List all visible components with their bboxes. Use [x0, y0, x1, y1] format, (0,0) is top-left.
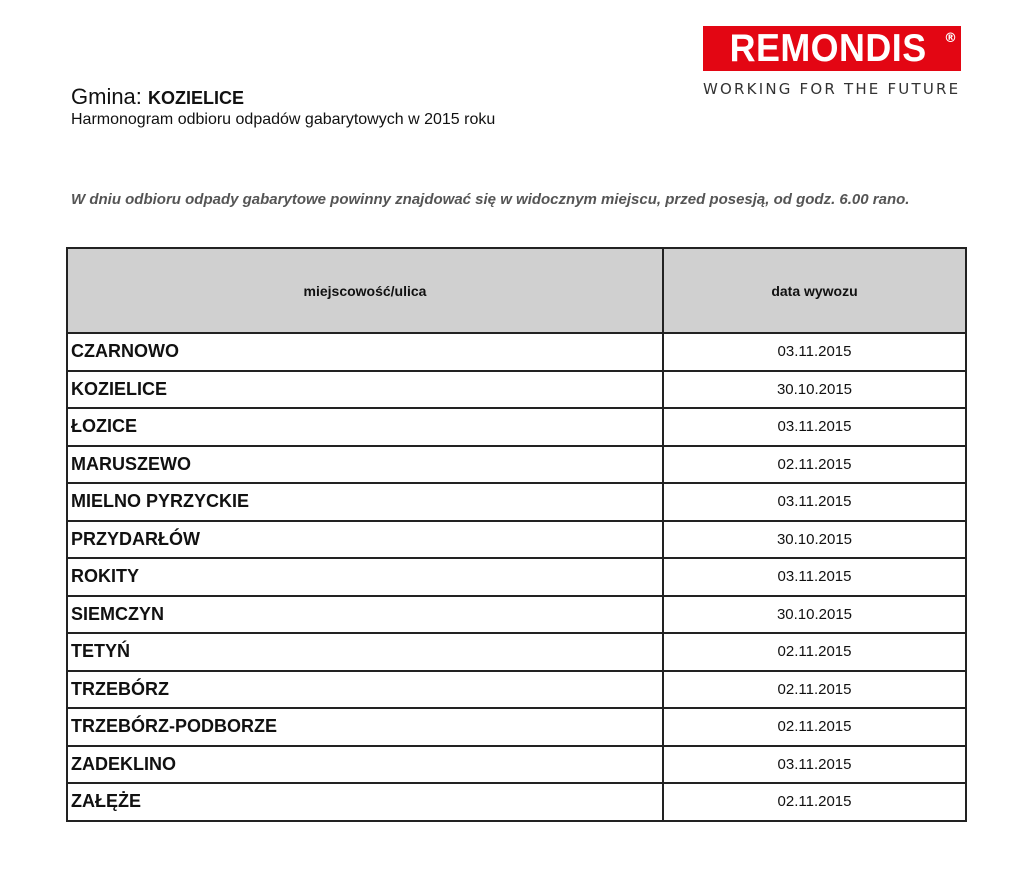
- table-row: [67, 521, 966, 559]
- table-row: [67, 671, 966, 709]
- place-cell: CZARNOWO: [67, 333, 663, 371]
- place-cell: KOZIELICE: [67, 371, 663, 409]
- table-row: [67, 783, 966, 821]
- place-cell: MIELNO PYRZYCKIE: [67, 483, 663, 521]
- gmina-title: [71, 84, 244, 110]
- table-header-row: [67, 248, 966, 333]
- logo-tagline: WORKING FOR THE FUTURE: [703, 80, 961, 98]
- place-cell: TETYŃ: [67, 633, 663, 671]
- logo-box: [703, 26, 961, 71]
- pickup-notice: W dniu odbioru odpady gabarytowe powinny znajdować się w widocznym miejscu, przed posesją, od godz. 6.00 rano.: [71, 191, 910, 208]
- place-cell: ZAŁĘŻE: [67, 783, 663, 821]
- date-cell: 02.11.2015: [663, 671, 966, 709]
- table-row: [67, 446, 966, 484]
- gmina-name: KOZIELICE: [148, 88, 245, 108]
- date-cell: 30.10.2015: [663, 596, 966, 634]
- date-cell: 02.11.2015: [663, 446, 966, 484]
- place-cell: ZADEKLINO: [67, 746, 663, 784]
- registered-mark: ®: [944, 31, 957, 46]
- place-cell: TRZEBÓRZ: [67, 671, 663, 709]
- table-row: [67, 408, 966, 446]
- date-cell: 30.10.2015: [663, 521, 966, 559]
- date-cell: 03.11.2015: [663, 408, 966, 446]
- table-row: [67, 333, 966, 371]
- date-cell: 03.11.2015: [663, 483, 966, 521]
- schedule-subtitle: Harmonogram odbioru odpadów gabarytowych w 2015 roku: [71, 111, 496, 128]
- logo-wordmark: REMONDIS: [729, 27, 927, 70]
- date-cell: 30.10.2015: [663, 371, 966, 409]
- table-row: [67, 371, 966, 409]
- date-cell: 02.11.2015: [663, 708, 966, 746]
- table-row: [67, 596, 966, 634]
- date-cell: 03.11.2015: [663, 333, 966, 371]
- place-cell: MARUSZEWO: [67, 446, 663, 484]
- date-cell: 02.11.2015: [663, 783, 966, 821]
- place-cell: SIEMCZYN: [67, 596, 663, 634]
- place-cell: PRZYDARŁÓW: [67, 521, 663, 559]
- date-cell: 03.11.2015: [663, 746, 966, 784]
- schedule-table: [66, 247, 967, 822]
- table-row: [67, 633, 966, 671]
- table-row: [67, 483, 966, 521]
- remondis-logo: [703, 26, 961, 98]
- date-cell: 03.11.2015: [663, 558, 966, 596]
- place-cell: ŁOZICE: [67, 408, 663, 446]
- table-row: [67, 746, 966, 784]
- gmina-label: Gmina:: [71, 84, 142, 109]
- date-cell: 02.11.2015: [663, 633, 966, 671]
- column-header-date: data wywozu: [663, 248, 966, 333]
- place-cell: ROKITY: [67, 558, 663, 596]
- table-row: [67, 708, 966, 746]
- place-cell: TRZEBÓRZ-PODBORZE: [67, 708, 663, 746]
- table-row: [67, 558, 966, 596]
- column-header-place: miejscowość/ulica: [67, 248, 663, 333]
